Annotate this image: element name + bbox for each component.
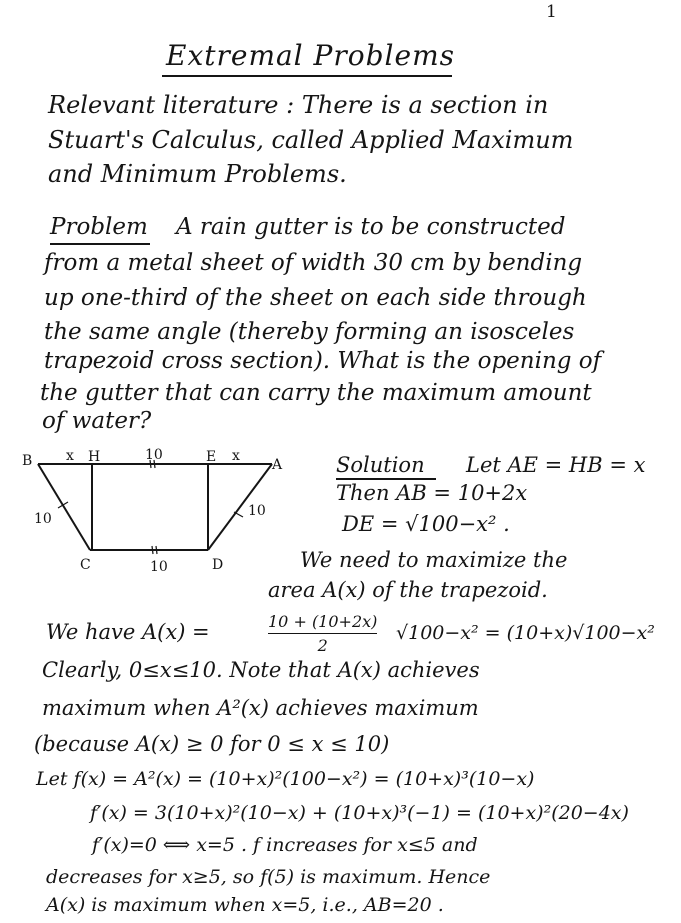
area-fraction	[268, 612, 377, 655]
solution-underline	[336, 478, 436, 480]
figure-label-top-length: 10	[145, 447, 163, 463]
figure-label-D: D	[212, 557, 224, 573]
derivation-line: We have A(x) =	[46, 620, 210, 644]
literature-line: Stuart's Calculus, called Applied Maximum	[48, 126, 574, 154]
figure-label-left-side: 10	[34, 511, 52, 527]
figure-label-H: H	[88, 449, 101, 465]
figure-label-right-side: 10	[248, 503, 266, 519]
solution-line: Then AB = 10+2x	[336, 481, 528, 505]
problem-line: the same angle (thereby forming an isosceles	[44, 319, 575, 345]
figure-label-B: B	[22, 453, 33, 469]
figure-label-x-right: x	[232, 448, 240, 464]
fraction-bar	[268, 633, 377, 634]
derivation-line: √100−x² = (10+x)√100−x²	[396, 622, 655, 644]
literature-line: and Minimum Problems.	[48, 160, 347, 188]
figure-label-bottom-length: 10	[150, 559, 168, 575]
derivation-line: A(x) is maximum when x=5, i.e., AB=20 .	[46, 894, 444, 916]
problem-underline	[50, 243, 150, 245]
fraction-denominator: 2	[317, 636, 328, 656]
problem-line: from a metal sheet of width 30 cm by bending	[44, 250, 583, 276]
literature-line: Relevant literature : There is a section in	[48, 91, 549, 119]
problem-label: Problem	[50, 214, 148, 240]
derivation-line: f′(x)=0 ⟺ x=5 . f increases for x≤5 and	[92, 834, 478, 856]
derivation-line: decreases for x≥5, so f(5) is maximum. Hence	[46, 866, 491, 888]
problem-line: the gutter that can carry the maximum amount	[40, 380, 592, 406]
solution-line: Let AE = HB = x	[466, 453, 646, 477]
page-number: 1	[546, 2, 557, 22]
figure-label-C: C	[80, 557, 91, 573]
derivation-line: maximum when A²(x) achieves maximum	[42, 696, 479, 720]
problem-line: trapezoid cross section). What is the opening of	[44, 348, 602, 374]
derivation-line: f′(x) = 3(10+x)²(10−x) + (10+x)³(−1) = (10+x)²(20−4x)	[90, 802, 629, 824]
problem-line: up one-third of the sheet on each side through	[44, 285, 587, 311]
fraction-numerator: 10 + (10+2x)	[268, 612, 378, 631]
problem-line: of water?	[42, 408, 152, 434]
solution-label: Solution	[336, 453, 425, 477]
derivation-line: (because A(x) ≥ 0 for 0 ≤ x ≤ 10)	[34, 732, 390, 756]
solution-line: area A(x) of the trapezoid.	[268, 578, 548, 602]
figure-label-x-left: x	[66, 448, 74, 464]
figure-label-E: E	[206, 449, 217, 465]
page-title: Extremal Problems	[166, 39, 455, 72]
solution-line: We need to maximize the	[300, 548, 568, 572]
solution-line: DE = √100−x² .	[342, 512, 510, 536]
problem-line: A rain gutter is to be constructed	[176, 214, 566, 240]
derivation-line: Let f(x) = A²(x) = (10+x)²(100−x²) = (10+x)³(10−x)	[36, 768, 535, 790]
derivation-line: Clearly, 0≤x≤10. Note that A(x) achieves	[42, 658, 480, 682]
figure-label-A: A	[272, 457, 283, 473]
title-underline	[162, 75, 452, 77]
